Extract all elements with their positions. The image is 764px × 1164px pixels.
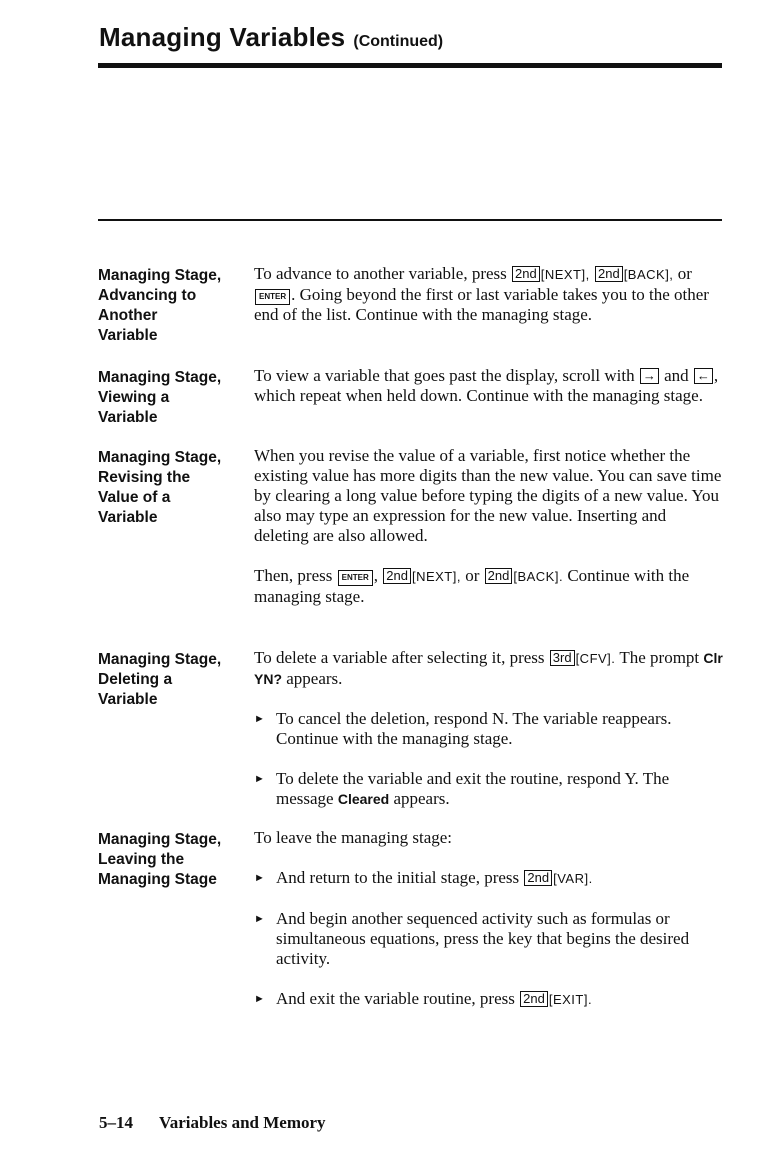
section-label: Managing Stage, Advancing to Another Variable [98, 267, 222, 344]
page-footer [99, 1113, 326, 1133]
key-2nd: 2nd [520, 991, 548, 1007]
list-item: ► To delete the variable and exit the routine, respond Y. The message Cleared appears. [254, 769, 670, 808]
left-arrow-icon: ← [694, 368, 713, 384]
key-2nd: 2nd [595, 266, 623, 282]
right-arrow-icon: → [640, 368, 659, 384]
section-body: To delete a variable after selecting it, press 3rd [CFV]. The prompt Clr YN? appears. ► To cancel the deletion, respond N. The variable reappears. Continue with the managing stage. ► To delete the variable and exit the routine, respond Y. The message Cleared appears. [254, 648, 723, 808]
key-enter: ENTER [255, 289, 290, 305]
bullet-icon: ► [254, 993, 265, 1005]
page-title: Managing Variables [99, 22, 346, 52]
chapter-title: Variables and Memory [159, 1113, 326, 1132]
key-enter: ENTER [338, 570, 373, 586]
list-item: ► And begin another sequenced activity such as formulas or simultaneous equations, press the key that begins the desired activity. [254, 909, 690, 968]
section-label: Managing Stage, Viewing a Variable [98, 369, 222, 426]
bullet-icon: ► [254, 913, 265, 925]
list-item: ► To cancel the deletion, respond N. The variable reappears. Continue with the managing stage. [254, 709, 672, 748]
section-label: Managing Stage, Deleting a Variable [98, 651, 222, 708]
header-rule [98, 63, 722, 68]
key-2nd: 2nd [485, 568, 513, 584]
list-item: ► And return to the initial stage, press 2nd [VAR]. [254, 868, 593, 887]
display-prompt: Clr YN? [254, 650, 723, 687]
section-rule [98, 219, 722, 221]
continued-note: (Continued) [353, 33, 444, 50]
section-label: Managing Stage, Leaving the Managing Stage [98, 831, 222, 888]
page-number: 5–14 [99, 1113, 133, 1132]
section-body: To advance to another variable, press 2nd [NEXT], 2nd [BACK], or ENTER . Going beyond the first or last variable takes you to the other end of the list. Continue with the managing stage. [254, 264, 709, 324]
key-2nd: 2nd [512, 266, 540, 282]
section-body: When you revise the value of a variable, first notice whether the existing value has more digits than the new value. You can save time by clearing a long value before typing the digits of a new value. You also may type an expression for the new value. Inserting and deleting are also allowed. Then, press ENTER , 2nd [NEXT], or 2nd [BACK]. Continue with the managing stage. [254, 446, 722, 606]
key-3rd: 3rd [550, 650, 575, 666]
bullet-icon: ► [254, 713, 265, 725]
key-2nd: 2nd [383, 568, 411, 584]
bullet-icon: ► [254, 872, 265, 884]
section-label: Managing Stage, Revising the Value of a Variable [98, 449, 222, 526]
display-message: Cleared [337, 791, 390, 807]
section-body: To view a variable that goes past the display, scroll with → and ← , which repeat when held down. Continue with the managing stage. [254, 366, 719, 405]
key-2nd: 2nd [524, 870, 552, 886]
section-body: To leave the managing stage: ► And return to the initial stage, press 2nd [VAR]. ► And begin another sequenced activity such as formulas or simultaneous equations, press the key that begins the desired activity. ► And exit the variable routine, press 2nd [EXIT]. [254, 828, 724, 1010]
page-header [99, 22, 443, 53]
list-item: ► And exit the variable routine, press 2nd [EXIT]. [254, 989, 593, 1008]
bullet-icon: ► [254, 773, 265, 785]
